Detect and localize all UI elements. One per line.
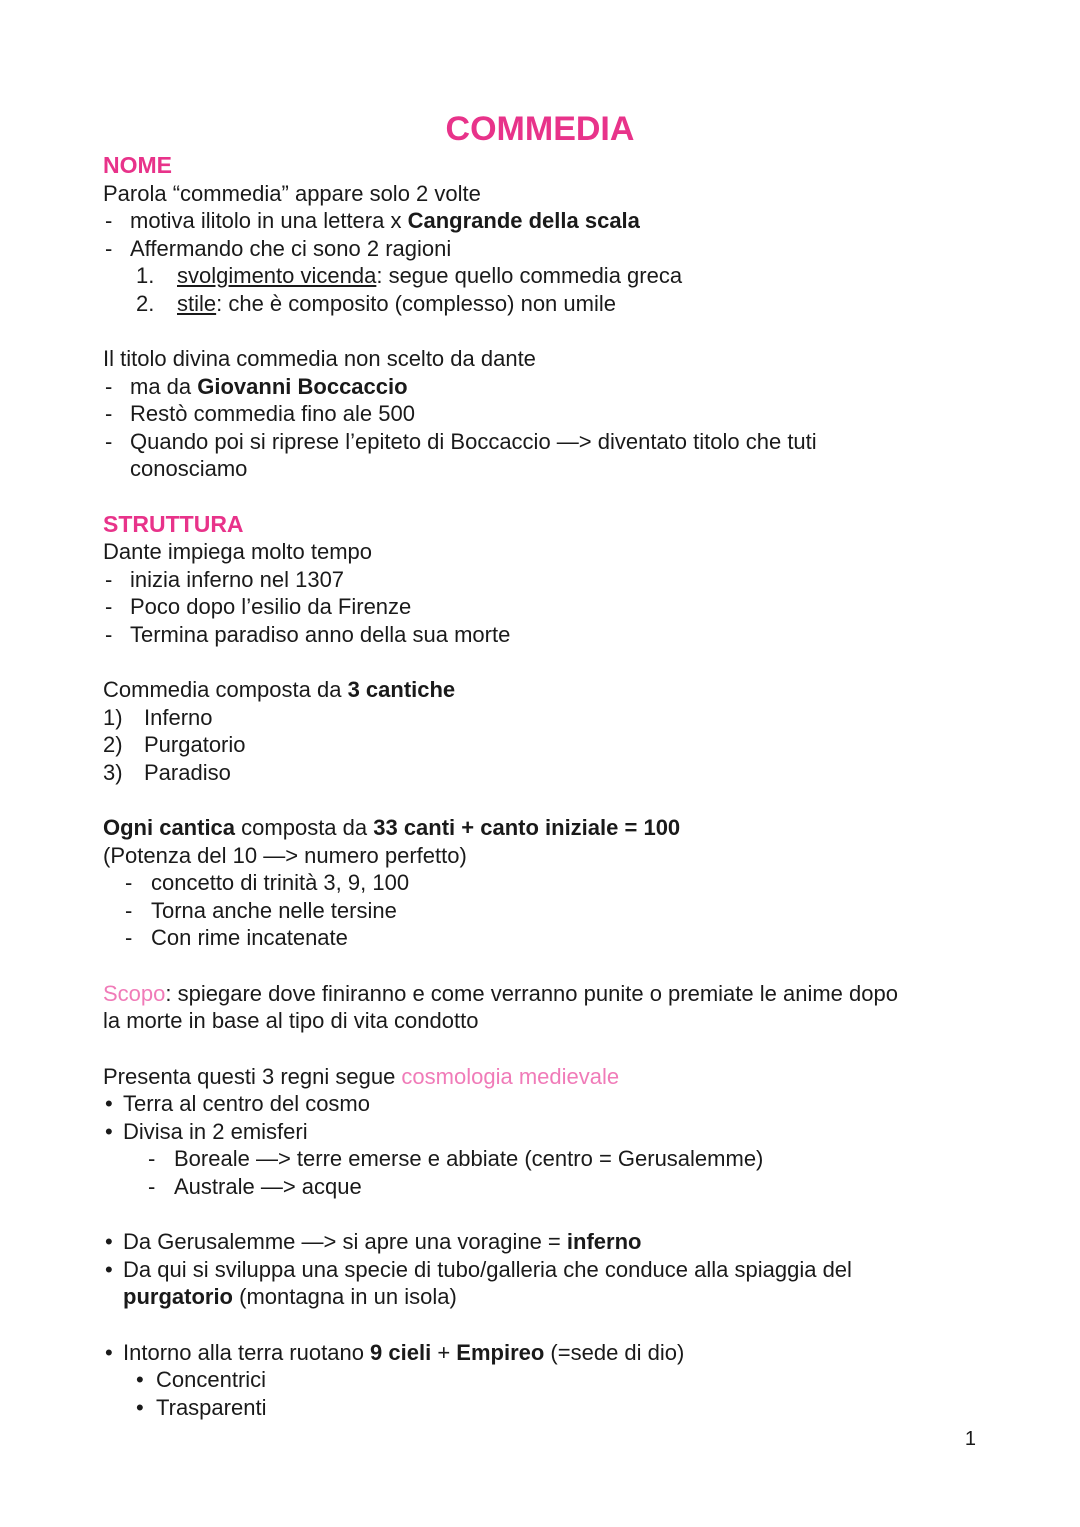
numbered-item: 1) Inferno bbox=[103, 704, 213, 730]
dash-marker: - bbox=[105, 428, 113, 454]
bullet-marker: • bbox=[136, 1394, 144, 1420]
dash-marker: - bbox=[105, 373, 113, 399]
section-heading-struttura: STRUTTURA bbox=[103, 510, 244, 537]
bullet-marker: • bbox=[105, 1229, 113, 1254]
bullet-item: • Terra al centro del cosmo bbox=[105, 1091, 370, 1116]
document-page bbox=[103, 100, 983, 1421]
list-item: - inizia inferno nel 1307 bbox=[105, 566, 345, 592]
titolo-intro: Il titolo divina commedia non scelto da dante bbox=[103, 346, 536, 371]
canti-statement: Ogni cantica composta da 33 canti + canto iniziale = 100 bbox=[103, 815, 681, 840]
bullet-item: • Concentrici bbox=[136, 1367, 267, 1392]
bullet-marker: • bbox=[105, 1091, 113, 1116]
list-item: - Torna anche nelle tersine bbox=[125, 897, 397, 923]
bullet-item: • Intorno alla terra ruotano 9 cieli + Empireo (=sede di dio) bbox=[105, 1339, 685, 1365]
list-item: - Restò commedia fino ale 500 bbox=[105, 401, 415, 426]
scopo-line-cont: la morte in base al tipo di vita condotto bbox=[103, 1008, 479, 1033]
nome-intro: Parola “commedia” appare solo 2 volte bbox=[103, 180, 481, 206]
bullet-marker: • bbox=[105, 1339, 113, 1365]
bullet-marker: • bbox=[105, 1118, 113, 1144]
bullet-item: • Divisa in 2 emisferi bbox=[105, 1118, 308, 1144]
dash-marker: - bbox=[125, 897, 133, 923]
bullet-item: • Trasparenti bbox=[136, 1394, 267, 1420]
list-item: - Poco dopo l’esilio da Firenze bbox=[105, 594, 412, 619]
canti-sub: (Potenza del 10 —> numero perfetto) bbox=[103, 842, 467, 868]
page-title: COMMEDIA bbox=[445, 110, 635, 148]
dash-marker: - bbox=[105, 208, 113, 233]
list-item: - Con rime incatenate bbox=[125, 925, 348, 950]
dash-marker: - bbox=[105, 401, 113, 426]
numbered-item: 1. svolgimento vicenda: segue quello commedia greca bbox=[136, 263, 683, 288]
bullet-item: • Da qui si sviluppa una specie di tubo/galleria che conduce alla spiaggia del bbox=[105, 1256, 852, 1282]
cantiche-intro: Commedia composta da 3 cantiche bbox=[103, 677, 456, 702]
list-item: - Quando poi si riprese l’epiteto di Boccaccio —> diventato titolo che tuti bbox=[105, 428, 817, 454]
dash-marker: - bbox=[148, 1173, 156, 1199]
numbered-item: 3) Paradiso bbox=[103, 759, 231, 785]
list-item: - Australe —> acque bbox=[148, 1173, 362, 1199]
list-item: - Affermando che ci sono 2 ragioni bbox=[105, 235, 452, 261]
numbered-item: 2) Purgatorio bbox=[103, 732, 246, 757]
dash-marker: - bbox=[105, 566, 113, 592]
list-item: - concetto di trinità 3, 9, 100 bbox=[125, 870, 410, 895]
bullet-item: • Da Gerusalemme —> si apre una voragine = inferno bbox=[105, 1229, 642, 1254]
dash-marker: - bbox=[125, 925, 133, 950]
page-number: 1 bbox=[964, 1428, 976, 1450]
section-heading-nome: NOME bbox=[103, 152, 172, 178]
bullet-item-continuation: purgatorio (montagna in un isola) bbox=[123, 1284, 457, 1309]
dash-marker: - bbox=[105, 594, 113, 619]
bullet-marker: • bbox=[136, 1367, 144, 1392]
scopo-line: Scopo: spiegare dove finiranno e come verranno punite o premiate le anime dopo bbox=[103, 980, 898, 1006]
list-item-continuation: conosciamo bbox=[130, 456, 248, 481]
struttura-intro: Dante impiega molto tempo bbox=[103, 539, 373, 564]
list-item: - Boreale —> terre emerse e abbiate (centro = Gerusalemme) bbox=[148, 1146, 764, 1171]
dash-marker: - bbox=[148, 1146, 156, 1171]
dash-marker: - bbox=[105, 621, 113, 647]
bullet-marker: • bbox=[105, 1256, 113, 1282]
cosmologia-intro: Presenta questi 3 regni segue cosmologia medievale bbox=[103, 1063, 620, 1089]
numbered-item: 2. stile: che è composito (complesso) non umile bbox=[136, 290, 616, 316]
list-item: - motiva ilitolo in una lettera x Cangrande della scala bbox=[105, 208, 640, 233]
list-item: - Termina paradiso anno della sua morte bbox=[105, 621, 511, 647]
dash-marker: - bbox=[105, 235, 113, 261]
dash-marker: - bbox=[125, 870, 133, 895]
list-item: - ma da Giovanni Boccaccio bbox=[105, 373, 408, 399]
